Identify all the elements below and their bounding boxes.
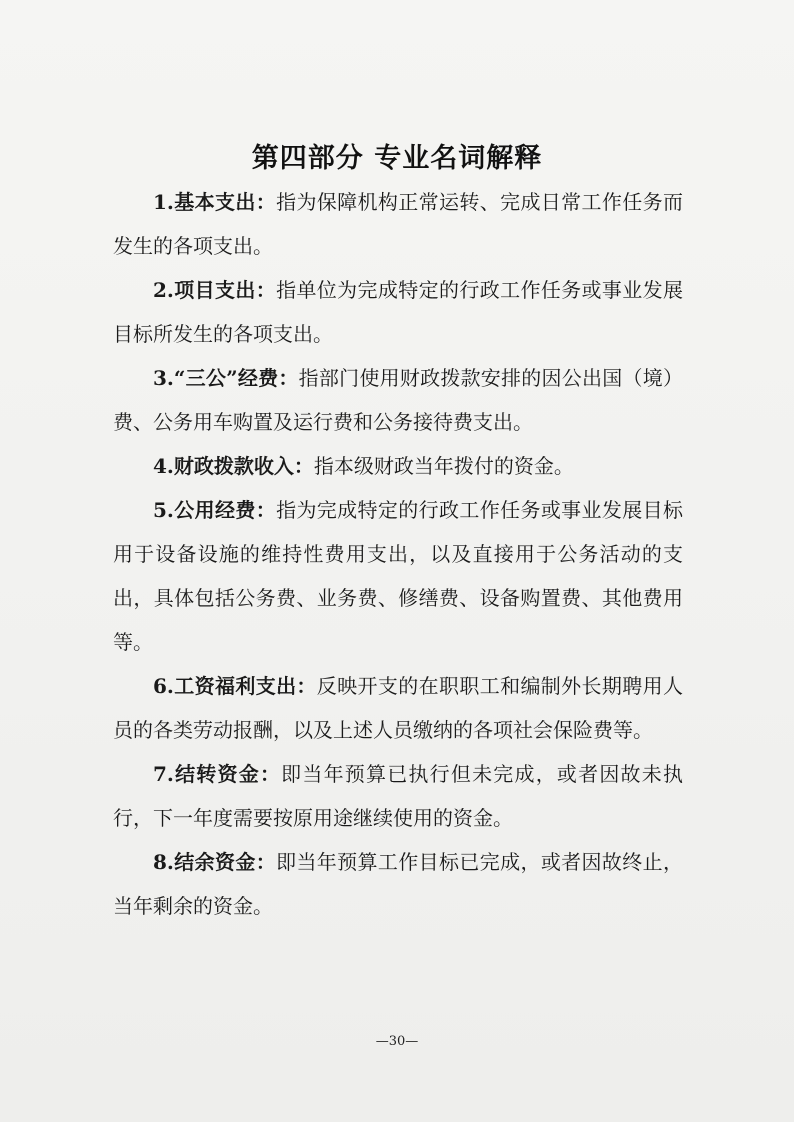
definition-term: 6.工资福利支出： bbox=[153, 674, 317, 698]
definition-text: 指为保障机构正常运转、完成日常工作任务而发生的各项支出。 bbox=[113, 190, 684, 258]
definition-term: 1.基本支出： bbox=[153, 190, 277, 214]
definition-item bbox=[113, 488, 683, 664]
definition-item bbox=[113, 840, 683, 928]
definitions-list bbox=[113, 180, 683, 928]
definition-item bbox=[113, 752, 683, 840]
definition-item bbox=[113, 356, 683, 444]
definition-term: 3.“三公”经费： bbox=[153, 366, 299, 390]
definition-text: 指部门使用财政拨款安排的因公出国（境）费、公务用车购置及运行费和公务接待费支出。 bbox=[113, 366, 684, 434]
definition-term: 5.公用经费： bbox=[153, 498, 277, 522]
definition-term: 2.项目支出： bbox=[153, 278, 277, 302]
definition-text: 指单位为完成特定的行政工作任务或事业发展目标所发生的各项支出。 bbox=[113, 278, 684, 346]
definition-item bbox=[113, 664, 683, 752]
definition-term: 4.财政拨款收入： bbox=[153, 454, 314, 478]
definition-text: 即当年预算工作目标已完成，或者因故终止，当年剩余的资金。 bbox=[113, 850, 684, 918]
definition-text: 指为完成特定的行政工作任务或事业发展目标用于设备设施的维持性费用支出，以及直接用于公务活动的支出，具体包括公务费、业务费、修缮费、设备购置费、其他费用等。 bbox=[113, 498, 684, 654]
page-number: —30— bbox=[375, 1034, 419, 1049]
definition-item bbox=[113, 444, 683, 488]
definition-text: 反映开支的在职职工和编制外长期聘用人员的各类劳动报酬，以及上述人员缴纳的各项社会保险费等。 bbox=[113, 674, 683, 742]
definition-item bbox=[113, 180, 683, 268]
definition-text: 即当年预算已执行但未完成，或者因故未执行，下一年度需要按原用途继续使用的资金。 bbox=[113, 762, 683, 830]
definition-term: 8.结余资金： bbox=[153, 850, 277, 874]
page-title: 第四部分 专业名词解释 bbox=[251, 143, 543, 174]
definition-item bbox=[113, 268, 683, 356]
definition-text: 指本级财政当年拨付的资金。 bbox=[313, 454, 574, 478]
definition-term: 7.结转资金： bbox=[153, 762, 282, 786]
